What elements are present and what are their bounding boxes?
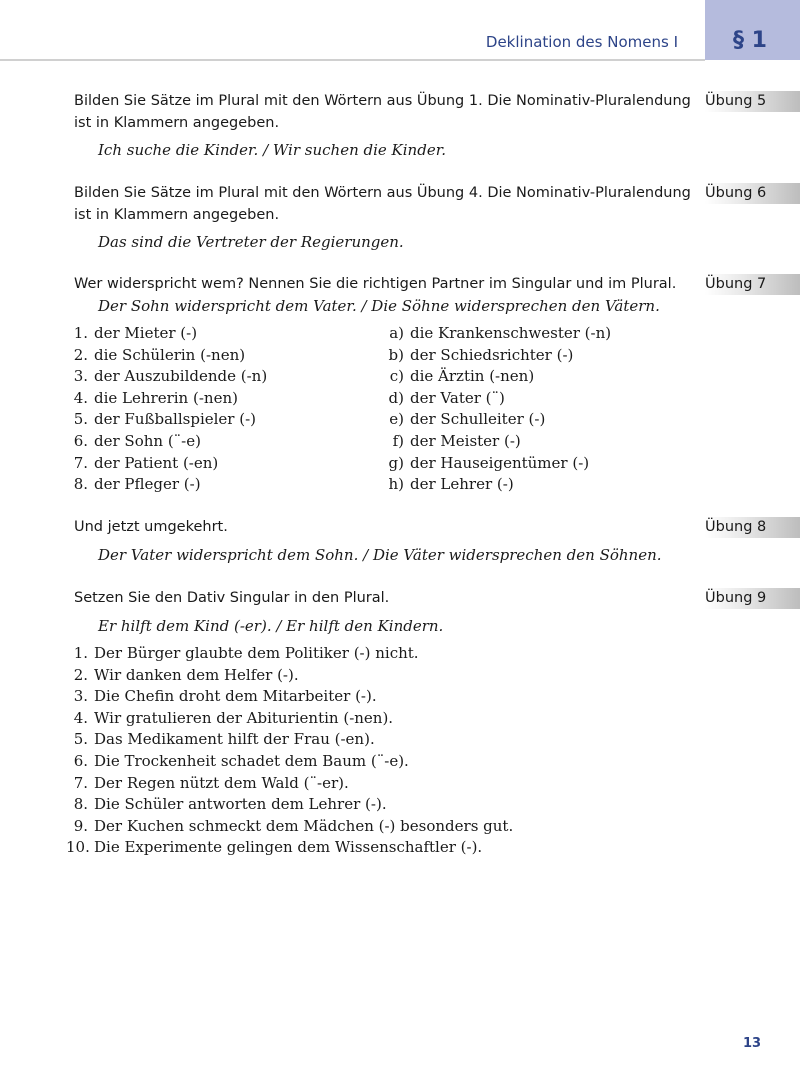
list-item — [66, 708, 706, 730]
exercise-label: Übung 5 — [705, 91, 800, 112]
list-item — [66, 366, 388, 388]
item-text: der Mieter (-) — [94, 324, 198, 342]
example: Ich suche die Kinder. / Wir suchen die Kinder. — [98, 141, 446, 159]
list-item — [66, 323, 388, 345]
exercise-6 — [74, 183, 694, 254]
item-number: 9. — [73, 816, 88, 835]
item-text: der Meister (-) — [410, 431, 521, 450]
item-text: Das Medikament hilft der Frau (-en). — [94, 730, 375, 749]
list-item — [66, 729, 706, 751]
right-list — [388, 323, 611, 496]
item-text: der Auszubildende (-n) — [94, 367, 268, 386]
matching-lists — [66, 323, 706, 496]
list-item — [66, 665, 706, 687]
item-text: Die Schüler antworten dem Lehrer (-). — [94, 795, 387, 814]
item-text: Wir gratulieren der Abiturientin (-nen). — [94, 708, 394, 727]
item-number: 4. — [73, 708, 88, 727]
item-number: e) — [389, 410, 404, 429]
left-list — [66, 323, 388, 496]
item-number: a) — [389, 324, 404, 342]
item-text: der Sohn (¨-e) — [94, 431, 201, 450]
sentence-list — [66, 643, 706, 859]
list-item — [66, 388, 388, 410]
item-number: 3. — [73, 687, 88, 706]
section-number: § 1 — [733, 28, 767, 53]
list-item — [66, 816, 706, 838]
list-item — [66, 453, 388, 475]
list-item — [66, 773, 706, 795]
item-number: g) — [388, 453, 404, 472]
item-text: Wir danken dem Helfer (-). — [94, 665, 299, 684]
item-number: f) — [392, 431, 404, 450]
list-item — [388, 431, 611, 453]
list-item — [66, 431, 388, 453]
item-number: 7. — [73, 453, 88, 472]
example: Das sind die Vertreter der Regierungen. — [98, 233, 404, 251]
list-item — [388, 388, 611, 410]
instruction: Bilden Sie Sätze im Plural mit den Wörtern aus Übung 1. Die Nominativ-Pluralendung ist in Klammern angegeben. — [74, 93, 691, 131]
item-text: der Patient (-en) — [94, 453, 219, 472]
list-item — [66, 345, 388, 367]
item-number: 3. — [73, 367, 88, 386]
item-number: c) — [389, 367, 404, 386]
item-number: 2. — [73, 665, 88, 684]
item-number: b) — [388, 345, 404, 364]
list-item — [388, 409, 611, 431]
list-item — [388, 345, 611, 367]
item-text: Der Kuchen schmeckt dem Mädchen (-) besonders gut. — [94, 816, 514, 835]
item-text: der Schiedsrichter (-) — [410, 345, 574, 364]
item-text: die Schülerin (-nen) — [94, 345, 246, 364]
item-text: Der Bürger glaubte dem Politiker (-) nicht. — [94, 644, 419, 662]
item-text: der Fußballspieler (-) — [94, 410, 257, 429]
exercise-7 — [66, 274, 706, 496]
item-number: 1. — [73, 324, 88, 342]
item-text: Die Chefin droht dem Mitarbeiter (-). — [94, 687, 377, 706]
list-item — [66, 751, 706, 773]
list-item — [66, 409, 388, 431]
item-number: 8. — [73, 795, 88, 814]
item-text: Der Regen nützt dem Wald (¨-er). — [94, 773, 349, 792]
list-item — [66, 794, 706, 816]
exercise-9 — [66, 588, 706, 859]
item-number: 6. — [73, 431, 88, 450]
item-text: die Lehrerin (-nen) — [94, 388, 238, 407]
item-text: der Pfleger (-) — [94, 475, 201, 494]
exercise-label: Übung 7 — [705, 274, 800, 295]
item-number: h) — [388, 475, 404, 494]
list-item — [388, 474, 611, 496]
item-number: 4. — [73, 388, 88, 407]
item-number: 5. — [73, 730, 88, 749]
item-number: d) — [388, 388, 404, 407]
list-item — [66, 474, 388, 496]
example: Er hilft dem Kind (-er). / Er hilft den Kindern. — [98, 616, 444, 635]
item-number: 5. — [73, 410, 88, 429]
header-divider — [0, 59, 705, 61]
exercise-label: Übung 9 — [705, 588, 800, 609]
page-number: 13 — [743, 1036, 762, 1051]
list-item — [66, 837, 706, 859]
list-item — [66, 643, 706, 665]
item-text: der Lehrer (-) — [410, 475, 514, 494]
item-text: Die Trockenheit schadet dem Baum (¨-e). — [94, 751, 409, 770]
instruction: Wer widerspricht wem? Nennen Sie die richtigen Partner im Singular und im Plural. — [74, 276, 677, 292]
exercise-8 — [74, 517, 694, 566]
exercise-label: Übung 8 — [705, 517, 800, 538]
item-text: der Hauseigentümer (-) — [410, 453, 590, 472]
list-item — [66, 686, 706, 708]
item-number: 10. — [66, 838, 90, 857]
item-text: der Schulleiter (-) — [410, 410, 546, 429]
item-number: 2. — [73, 345, 88, 364]
item-text: der Vater (¨) — [410, 388, 505, 407]
list-item — [388, 366, 611, 388]
list-item — [388, 453, 611, 475]
item-number: 7. — [73, 773, 88, 792]
item-text: Die Experimente gelingen dem Wissenschaftler (-). — [94, 838, 483, 857]
instruction: Setzen Sie den Dativ Singular in den Plural. — [74, 590, 390, 606]
example: Der Vater widerspricht dem Sohn. / Die Väter widersprechen den Söhnen. — [98, 545, 662, 564]
item-number: 1. — [73, 644, 88, 662]
list-item — [388, 323, 611, 345]
item-text: die Ärztin (-nen) — [410, 367, 535, 386]
item-number: 8. — [73, 475, 88, 494]
item-number: 6. — [73, 751, 88, 770]
chapter-title: Deklination des Nomens I — [485, 33, 678, 51]
exercise-label: Übung 6 — [705, 183, 800, 204]
instruction: Und jetzt umgekehrt. — [74, 519, 228, 535]
instruction: Bilden Sie Sätze im Plural mit den Wörtern aus Übung 4. Die Nominativ-Pluralendung ist in Klammern angegeben. — [74, 185, 691, 223]
example: Der Sohn widerspricht dem Vater. / Die Söhne widersprechen den Vätern. — [98, 296, 660, 315]
exercise-5 — [74, 91, 694, 162]
item-text: die Krankenschwester (-n) — [410, 324, 612, 342]
